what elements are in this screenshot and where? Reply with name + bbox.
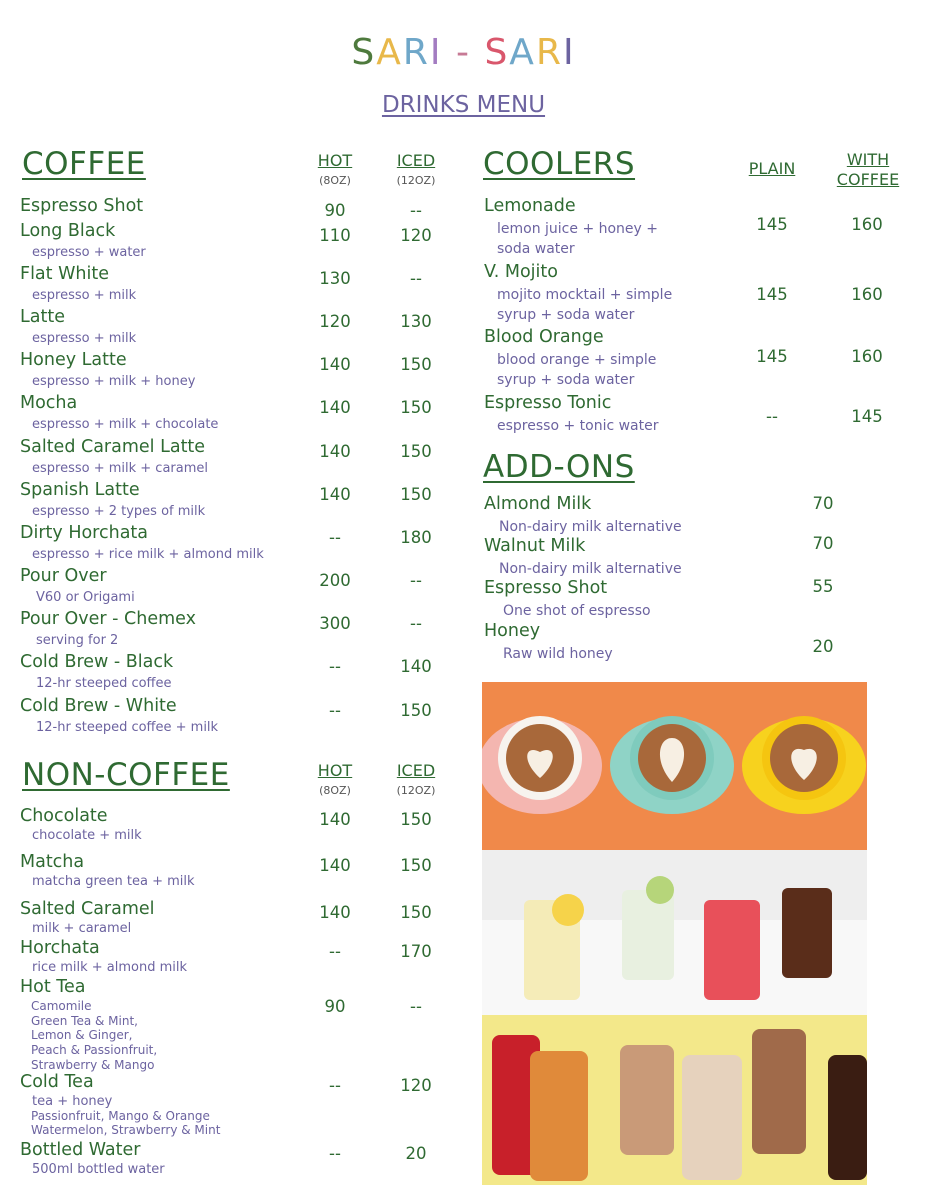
cooler-item-name: Espresso Tonic — [484, 393, 612, 413]
brand-letter: - — [442, 32, 485, 73]
coffee-hot-size: (8OZ) — [319, 174, 351, 187]
noncoffee-item-name: Chocolate — [20, 806, 108, 826]
noncoffee-hot-price: 140 — [319, 810, 351, 829]
coffee-item-name: Dirty Horchata — [20, 523, 149, 543]
coffee-hot-price: 200 — [319, 571, 351, 590]
brand-letter: A — [376, 32, 403, 73]
cooler-item-name: V. Mojito — [484, 262, 558, 282]
addon-price: 55 — [812, 577, 834, 596]
coffee-item-desc: espresso + water — [32, 245, 146, 260]
coffee-hot-price: 140 — [319, 485, 351, 504]
addon-item-name: Walnut Milk — [484, 536, 586, 556]
coffee-iced-price: -- — [410, 201, 422, 220]
coffee-item-desc: espresso + milk + caramel — [32, 461, 209, 476]
coffee-item-desc: serving for 2 — [36, 633, 119, 648]
brand-letter: A — [509, 32, 536, 73]
menu-subtitle: DRINKS MENU — [381, 92, 546, 118]
coffee-item-name: Latte — [20, 307, 65, 327]
noncoffee-item-desc: rice milk + almond milk — [32, 960, 188, 975]
coffee-item-name: Long Black — [20, 221, 116, 241]
coffee-item-desc: espresso + milk — [32, 288, 137, 303]
coffee-item-desc: espresso + milk + chocolate — [32, 417, 219, 432]
brand-letter: S — [484, 32, 510, 73]
noncoffee-item-name: Matcha — [20, 852, 85, 872]
coffee-hot-price: 140 — [319, 398, 351, 417]
noncoffee-iced-price: 150 — [400, 810, 432, 829]
coffee-item-desc: V60 or Origami — [36, 590, 135, 605]
coffee-item-name: Pour Over — [20, 566, 107, 586]
coffee-iced-size: (12OZ) — [396, 174, 436, 187]
cooler-item-desc: espresso + tonic water — [497, 418, 659, 434]
coffee-iced-price: -- — [410, 269, 422, 288]
coffee-hot-price: 300 — [319, 614, 351, 633]
coolers-section-title: COOLERS — [483, 146, 636, 182]
cooler-plain-price: -- — [766, 407, 778, 426]
coffee-iced-price: 120 — [400, 226, 432, 245]
noncoffee-item-desc: Passionfruit, Mango & Orange — [31, 1108, 210, 1123]
noncoffee-hot-price: 140 — [319, 856, 351, 875]
coffee-item-name: Cold Brew - Black — [20, 652, 174, 672]
cooler-coffee-price: 160 — [851, 285, 883, 304]
coffee-hot-price: -- — [329, 701, 341, 720]
cooler-plain-price: 145 — [756, 347, 788, 366]
cooler-item-desc: syrup + soda water — [497, 307, 635, 323]
coffee-iced-price: 180 — [400, 528, 432, 547]
noncoffee-item-desc: matcha green tea + milk — [32, 874, 195, 889]
coffee-hot-price: 90 — [324, 201, 346, 220]
addon-item-desc: One shot of espresso — [503, 603, 651, 619]
coffee-hot-price: 110 — [319, 226, 351, 245]
noncoffee-iced-price: 120 — [400, 1076, 432, 1095]
coffee-item-desc: 12-hr steeped coffee — [36, 676, 172, 691]
noncoffee-item-desc: Green Tea & Mint, — [31, 1013, 138, 1028]
brand-title — [0, 32, 927, 73]
coffee-iced-price: 150 — [400, 355, 432, 374]
coolers-with-header: WITH — [846, 150, 890, 169]
coffee-iced-price: 150 — [400, 485, 432, 504]
coffee-iced-price: 130 — [400, 312, 432, 331]
brand-letter: I — [429, 32, 443, 73]
coffee-item-desc: 12-hr steeped coffee + milk — [36, 720, 219, 735]
coffee-iced-price: 140 — [400, 657, 432, 676]
coolers-photo — [482, 850, 867, 1015]
noncoffee-item-desc: Peach & Passionfruit, — [31, 1043, 158, 1058]
cooler-item-desc: soda water — [497, 241, 575, 257]
noncoffee-hot-price: 140 — [319, 903, 351, 922]
addon-price: 20 — [812, 637, 834, 656]
cooler-item-name: Blood Orange — [484, 327, 604, 347]
noncoffee-iced-size: (12OZ) — [396, 784, 436, 797]
coffee-item-name: Salted Caramel Latte — [20, 437, 206, 457]
cooler-coffee-price: 160 — [851, 215, 883, 234]
addon-item-desc: Non-dairy milk alternative — [499, 561, 682, 577]
noncoffee-item-desc: 500ml bottled water — [32, 1162, 165, 1177]
noncoffee-item-name: Bottled Water — [20, 1140, 141, 1160]
noncoffee-item-desc: chocolate + milk — [32, 828, 142, 843]
noncoffee-iced-price: -- — [410, 997, 422, 1016]
addons-section-title: ADD-ONS — [483, 449, 635, 485]
noncoffee-item-name: Horchata — [20, 938, 100, 958]
noncoffee-hot-price: 90 — [324, 997, 346, 1016]
cooler-coffee-price: 160 — [851, 347, 883, 366]
coffee-hot-price: 120 — [319, 312, 351, 331]
addon-item-name: Espresso Shot — [484, 578, 608, 598]
coffee-item-desc: espresso + milk — [32, 331, 137, 346]
cooler-item-desc: blood orange + simple — [497, 352, 657, 368]
coffee-item-desc: espresso + milk + honey — [32, 374, 196, 389]
cooler-item-desc: lemon juice + honey + — [497, 221, 659, 237]
noncoffee-hot-header: HOT — [317, 761, 353, 780]
coffee-item-name: Mocha — [20, 393, 78, 413]
noncoffee-section-title: NON-COFFEE — [22, 757, 230, 793]
brand-letter: R — [535, 32, 563, 73]
coffee-item-name: Cold Brew - White — [20, 696, 177, 716]
addon-item-name: Honey — [484, 621, 541, 641]
coffee-iced-price: -- — [410, 571, 422, 590]
coffee-item-desc: espresso + 2 types of milk — [32, 504, 206, 519]
noncoffee-item-desc: Strawberry & Mango — [31, 1057, 155, 1072]
noncoffee-item-desc: Camomile — [31, 999, 92, 1013]
noncoffee-iced-price: 20 — [405, 1144, 427, 1163]
coffee-iced-price: 150 — [400, 398, 432, 417]
cooler-coffee-price: 145 — [851, 407, 883, 426]
coffee-hot-price: 140 — [319, 355, 351, 374]
noncoffee-hot-size: (8OZ) — [319, 784, 351, 797]
coffee-item-desc: espresso + rice milk + almond milk — [32, 547, 264, 562]
addon-item-name: Almond Milk — [484, 494, 592, 514]
coffee-item-name: Pour Over - Chemex — [20, 609, 196, 629]
addon-price: 70 — [812, 534, 834, 553]
noncoffee-item-desc: milk + caramel — [32, 921, 132, 936]
cooler-item-desc: syrup + soda water — [497, 372, 635, 388]
noncoffee-item-desc: Watermelon, Strawberry & Mint — [31, 1123, 221, 1138]
coffee-hot-price: 130 — [319, 269, 351, 288]
cooler-plain-price: 145 — [756, 285, 788, 304]
brand-letter: I — [562, 32, 576, 73]
brand-letter: R — [402, 32, 430, 73]
coffee-iced-price: 150 — [400, 701, 432, 720]
coffee-iced-price: -- — [410, 614, 422, 633]
coffee-item-name: Honey Latte — [20, 350, 127, 370]
cooler-item-desc: mojito mocktail + simple — [497, 287, 673, 303]
addon-item-desc: Non-dairy milk alternative — [499, 519, 682, 535]
noncoffee-iced-header: ICED — [396, 761, 436, 780]
noncoffee-iced-price: 170 — [400, 942, 432, 961]
noncoffee-item-desc: Lemon & Ginger, — [31, 1028, 133, 1043]
coffee-hot-price: -- — [329, 657, 341, 676]
noncoffee-hot-price: -- — [329, 1076, 341, 1095]
cooler-plain-price: 145 — [756, 215, 788, 234]
noncoffee-iced-price: 150 — [400, 856, 432, 875]
coffee-hot-price: -- — [329, 528, 341, 547]
addon-price: 70 — [812, 494, 834, 513]
coffee-hot-header: HOT — [317, 151, 353, 170]
coffee-hot-price: 140 — [319, 442, 351, 461]
coffee-item-name: Spanish Latte — [20, 480, 140, 500]
coffee-iced-price: 150 — [400, 442, 432, 461]
brand-letter: S — [351, 32, 377, 73]
noncoffee-hot-price: -- — [329, 942, 341, 961]
coolers-plain-header: PLAIN — [748, 159, 796, 178]
addon-item-desc: Raw wild honey — [503, 646, 613, 662]
noncoffee-iced-price: 150 — [400, 903, 432, 922]
coffee-item-name: Espresso Shot — [20, 196, 144, 216]
cold-drinks-photo — [482, 1015, 867, 1185]
coffee-section-title: COFFEE — [22, 146, 146, 182]
coffee-item-name: Flat White — [20, 264, 109, 284]
noncoffee-item-name: Cold Tea — [20, 1072, 94, 1092]
latte-art-photo — [482, 682, 867, 850]
noncoffee-item-name: Salted Caramel — [20, 899, 155, 919]
noncoffee-hot-price: -- — [329, 1144, 341, 1163]
noncoffee-item-name: Hot Tea — [20, 977, 86, 997]
cooler-item-name: Lemonade — [484, 196, 576, 216]
noncoffee-item-desc: tea + honey — [32, 1094, 113, 1109]
coffee-iced-header: ICED — [396, 151, 436, 170]
coolers-coffee-header: COFFEE — [836, 170, 900, 189]
